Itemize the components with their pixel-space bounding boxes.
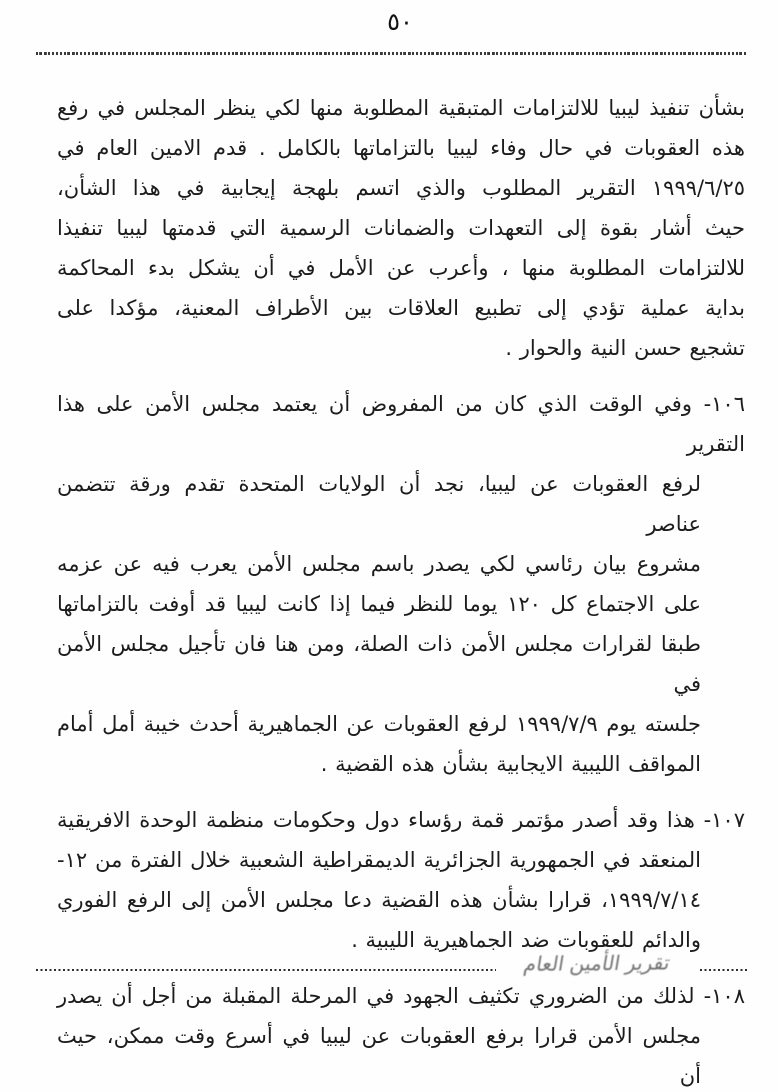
paragraph-107 <box>57 800 745 960</box>
text-line: والدائم للعقوبات ضد الجماهيرية الليبية . <box>351 928 701 952</box>
text-line: ١٠٦- وفي الوقت الذي كان من المفروض أن يعتمد مجلس الأمن على هذا التقرير <box>57 392 745 456</box>
text-line: طبقا لقرارات مجلس الأمن ذات الصلة، ومن هنا فان تأجيل مجلس الأمن في <box>57 632 701 696</box>
text-line: مشروع بيان رئاسي لكي يصدر باسم مجلس الأمن يعرب فيه عن عزمه <box>57 552 701 576</box>
text-line: ١٠٧- هذا وقد أصدر مؤتمر قمة رؤساء دول وحكومات منظمة الوحدة الافريقية <box>57 808 745 832</box>
page-number: ٥٠ <box>387 8 413 36</box>
text-line: ١٩٩٩/٧/١٤، قرارا بشأن هذه القضية دعا مجلس الأمن إلى الرفع الفوري <box>57 888 701 912</box>
footer-separator-left <box>36 969 496 971</box>
text-line: هذه العقوبات في حال وفاء ليبيا بالتزاماتها بالكامل . قدم الامين العام في <box>57 136 745 160</box>
text-line: حيث أشار بقوة إلى التعهدات والضمانات الرسمية التي قدمتها ليبيا تنفيذا <box>57 216 745 240</box>
text-line: لرفع العقوبات عن ليبيا، نجد أن الولايات المتحدة تقدم ورقة تتضمن عناصر <box>57 472 701 536</box>
text-line: ١٩٩٩/٦/٢٥ التقرير المطلوب والذي اتسم بلهجة إيجابية في هذا الشأن، <box>57 176 745 200</box>
paragraph-continuation <box>57 88 745 368</box>
text-line: بشأن تنفيذ ليبيا للالتزامات المتبقية المطلوبة منها لكي ينظر المجلس في رفع <box>57 96 745 120</box>
text-line: ١٠٨- لذلك من الضروري تكثيف الجهود في المرحلة المقبلة من أجل أن يصدر <box>57 984 745 1008</box>
paragraph-106 <box>57 384 745 784</box>
text-line: المواقف الليبية الايجابية بشأن هذه القضية . <box>320 752 701 776</box>
document-body <box>57 88 745 1092</box>
footer-separator-right <box>700 969 748 971</box>
text-line: جلسته يوم ١٩٩٩/٧/٩ لرفع العقوبات عن الجماهيرية أحدث خيبة أمل أمام <box>57 712 701 736</box>
footer-stamp-text: تقرير الأمين العام <box>522 950 672 976</box>
text-line: على الاجتماع كل ١٢٠ يوما للنظر فيما إذا كانت ليبيا قد أوفت بالتزاماتها <box>57 592 701 616</box>
text-line: للالتزامات المطلوبة منها ، وأعرب عن الأمل في أن يشكل بدء المحاكمة <box>57 256 745 280</box>
text-line: المنعقد في الجمهورية الجزائرية الديمقراطية الشعبية خلال الفترة من ١٢- <box>57 848 701 872</box>
paragraph-108 <box>57 976 745 1092</box>
text-line: مجلس الأمن قرارا برفع العقوبات عن ليبيا في أسرع وقت ممكن، حيث أن <box>57 1024 701 1088</box>
top-separator-line <box>36 52 746 55</box>
text-line: تشجيع حسن النية والحوار . <box>505 336 745 360</box>
text-line: بداية عملية تؤدي إلى تطبيع العلاقات بين الأطراف المعنية، مؤكدا على <box>57 296 745 320</box>
